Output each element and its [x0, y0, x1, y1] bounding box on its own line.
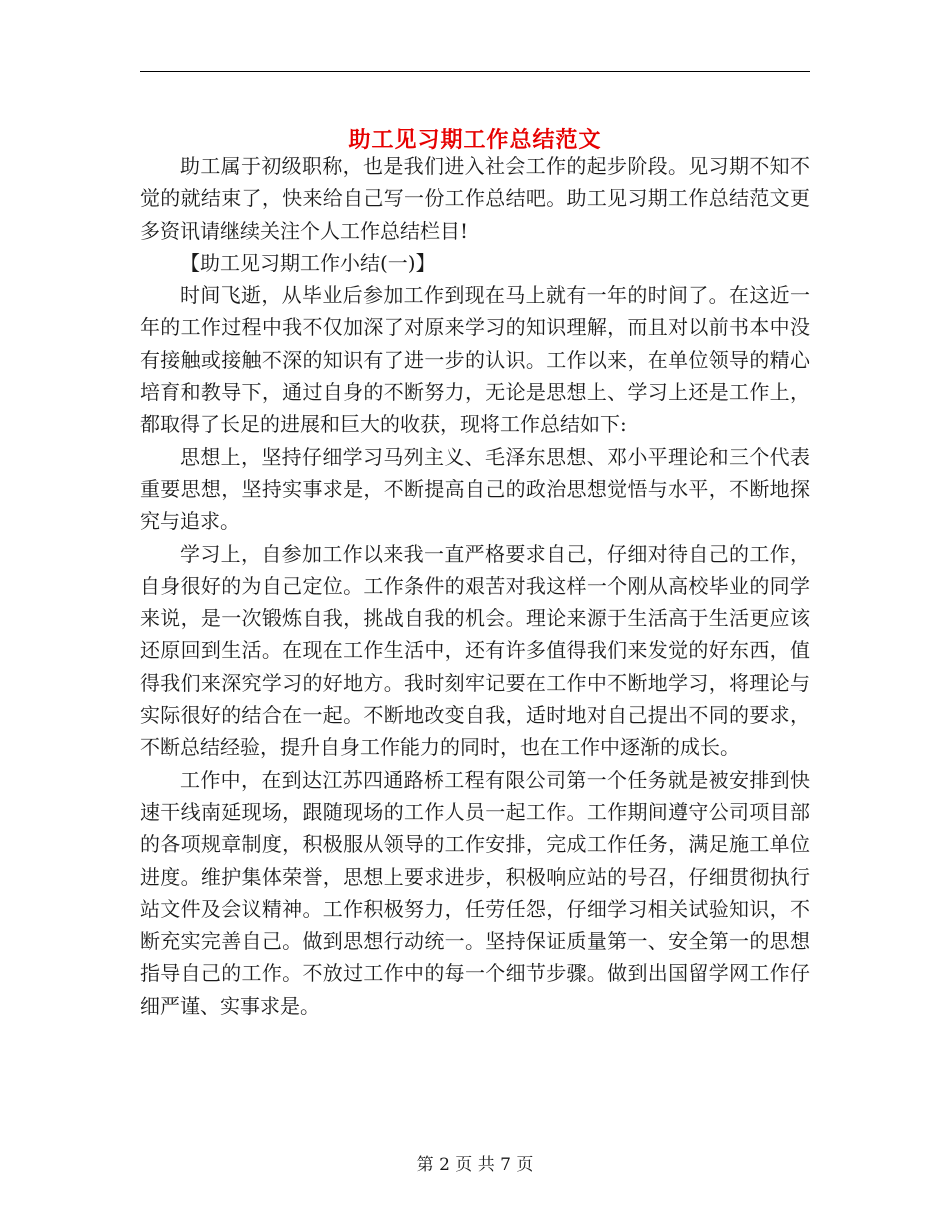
- body-paragraph: 思想上，坚持仔细学习马列主义、毛泽东思想、邓小平理论和三个代表重要思想，坚持实事求是，不断提高自己的政治思想觉悟与水平，不断地探究与追求。: [140, 444, 810, 534]
- body-paragraph: 时间飞逝，从毕业后参加工作到现在马上就有一年的时间了。在这近一年的工作过程中我不仅加深了对原来学习的知识理解，而且对以前书本中没有接触或接触不深的知识有了进一步的认识。工作以来，在单位领导的精心培育和教导下，通过自身的不断努力，无论是思想上、学习上还是工作上，都取得了长足的进展和巨大的收获，现将工作总结如下:: [140, 283, 810, 437]
- document-body: [140, 150, 810, 1022]
- document-title: 助工见习期工作总结范文: [348, 126, 602, 153]
- header-rule: [140, 71, 810, 72]
- page-number: 第 2 页 共 7 页: [416, 1155, 534, 1175]
- section-heading: 【助工见习期工作小结(一)】: [180, 250, 436, 275]
- intro-paragraph: 助工属于初级职称，也是我们进入社会工作的起步阶段。见习期不知不觉的就结束了，快来给自己写一份工作总结吧。助工见习期工作总结范文更多资讯请继续关注个人工作总结栏目!: [140, 154, 810, 243]
- body-paragraph: 学习上，自参加工作以来我一直严格要求自己，仔细对待自己的工作，自身很好的为自己定位。工作条件的艰苦对我这样一个刚从高校毕业的同学来说，是一次锻炼自我，挑战自我的机会。理论来源于生活高于生活更应该还原回到生活。在现在工作生活中，还有许多值得我们来发觉的好东西，值得我们来深究学习的好地方。我时刻牢记要在工作中不断地学习，将理论与实际很好的结合在一起。不断地改变自我，适时地对自己提出不同的要求，不断总结经验，提升自身工作能力的同时，也在工作中逐渐的成长。: [140, 541, 810, 760]
- body-paragraph: 工作中，在到达江苏四通路桥工程有限公司第一个任务就是被安排到快速干线南延现场，跟随现场的工作人员一起工作。工作期间遵守公司项目部的各项规章制度，积极服从领导的工作安排，完成工作任务，满足施工单位进度。维护集体荣誉，思想上要求进步，积极响应站的号召，仔细贯彻执行站文件及会议精神。工作积极努力，任劳任怨，仔细学习相关试验知识，不断充实完善自己。做到思想行动统一。坚持保证质量第一、安全第一的思想指导自己的工作。不放过工作中的每一个细节步骤。做到出国留学网工作仔细严谨、实事求是。: [140, 767, 810, 1018]
